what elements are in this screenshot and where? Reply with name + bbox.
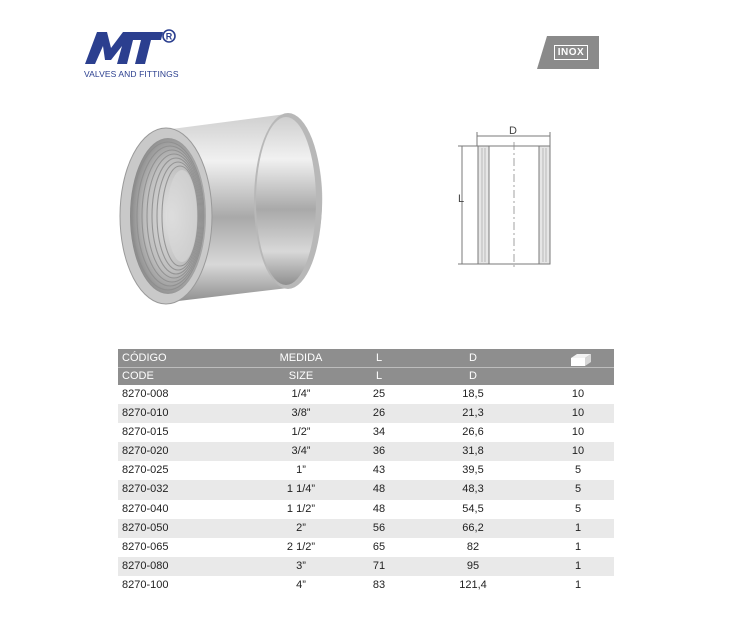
table-header-es <box>118 349 614 367</box>
cell-qty: 1 <box>574 579 582 592</box>
cell-size: 1/2” <box>291 425 311 438</box>
cell-l: 26 <box>372 406 386 419</box>
cell-d: 54,5 <box>462 502 484 515</box>
cell-d: 82 <box>466 541 480 553</box>
table-row <box>118 480 614 499</box>
cell-size: 3/4” <box>291 445 311 458</box>
cell-qty: 1 <box>574 541 582 553</box>
cell-d: 121,4 <box>459 579 487 592</box>
table-row <box>118 404 614 423</box>
cell-d: 18,5 <box>462 387 484 400</box>
header-size-en: SIZE <box>288 370 314 382</box>
cell-qty: 1 <box>574 521 582 534</box>
dimension-d-label: D <box>509 125 517 137</box>
cell-l: 25 <box>372 387 386 400</box>
cell-size: 1 1/2” <box>286 502 316 515</box>
cell-code: 8270-032 <box>122 483 169 496</box>
cell-d: 21,3 <box>462 406 484 419</box>
cell-d: 48,3 <box>462 483 484 496</box>
cell-code: 8270-050 <box>122 521 169 534</box>
cell-l: 48 <box>372 483 386 496</box>
cell-qty: 5 <box>574 502 582 515</box>
cell-d: 31,8 <box>462 445 484 458</box>
cell-size: 1 1/4” <box>286 483 316 496</box>
cell-code: 8270-010 <box>122 406 169 419</box>
cell-l: 36 <box>372 445 386 458</box>
cell-l: 56 <box>372 521 386 534</box>
cell-qty: 5 <box>574 483 582 496</box>
cell-size: 2” <box>296 521 306 534</box>
cell-d: 39,5 <box>462 464 484 477</box>
cell-qty: 10 <box>571 425 585 438</box>
cell-size: 1/4” <box>291 387 311 400</box>
header-l-es: L <box>375 352 383 364</box>
cell-code: 8270-040 <box>122 502 169 515</box>
table-row <box>118 423 614 442</box>
cell-size: 4” <box>296 579 306 592</box>
cell-l: 34 <box>372 425 386 438</box>
table-row <box>118 442 614 461</box>
table-row <box>118 519 614 538</box>
cell-l: 71 <box>372 560 386 573</box>
table-row <box>118 557 614 576</box>
table-row <box>118 461 614 480</box>
cell-size: 3/8” <box>291 406 311 419</box>
header-d-en: D <box>469 370 477 382</box>
cell-size: 3” <box>296 560 306 573</box>
cell-code: 8270-008 <box>122 387 169 400</box>
cell-qty: 1 <box>574 560 582 573</box>
header-d-es: D <box>469 352 477 364</box>
brand-tagline: VALVES AND FITTINGS <box>84 69 179 79</box>
cell-d: 66,2 <box>462 521 484 534</box>
cell-l: 65 <box>372 541 386 553</box>
cell-code: 8270-020 <box>122 445 169 458</box>
cell-size: 1” <box>296 464 306 477</box>
cell-qty: 10 <box>571 387 585 400</box>
table-row <box>118 538 614 557</box>
mt-logo-mark <box>83 26 183 70</box>
cell-qty: 10 <box>571 445 585 458</box>
cell-l: 48 <box>372 502 386 515</box>
cell-l: 43 <box>372 464 386 477</box>
product-table <box>118 349 614 596</box>
cell-d: 26,6 <box>462 425 484 438</box>
brand-logo <box>83 26 183 82</box>
cell-code: 8270-065 <box>122 541 169 553</box>
inox-label: INOX <box>554 45 588 60</box>
cell-code: 8270-025 <box>122 464 169 477</box>
cell-l: 83 <box>372 579 386 592</box>
table-row <box>118 385 614 404</box>
header-code-es: CÓDIGO <box>122 352 167 364</box>
cell-size: 2 1/2” <box>286 541 316 553</box>
header-l-en: L <box>375 370 383 382</box>
coupling-technical-drawing <box>452 122 562 272</box>
table-row <box>118 576 614 595</box>
cell-d: 95 <box>466 560 480 573</box>
svg-text:R: R <box>165 31 173 42</box>
header-size-es: MEDIDA <box>279 352 323 364</box>
cell-code: 8270-015 <box>122 425 169 438</box>
cell-code: 8270-100 <box>122 579 169 592</box>
table-header-en <box>118 367 614 385</box>
coupling-product-image <box>118 108 324 306</box>
inox-badge <box>537 36 599 69</box>
cell-code: 8270-080 <box>122 560 169 573</box>
cell-qty: 5 <box>574 464 582 477</box>
table-row <box>118 500 614 519</box>
box-icon <box>569 353 593 367</box>
cell-qty: 10 <box>571 406 585 419</box>
header-code-en: CODE <box>122 370 154 382</box>
dimension-l-label: L <box>458 193 465 205</box>
